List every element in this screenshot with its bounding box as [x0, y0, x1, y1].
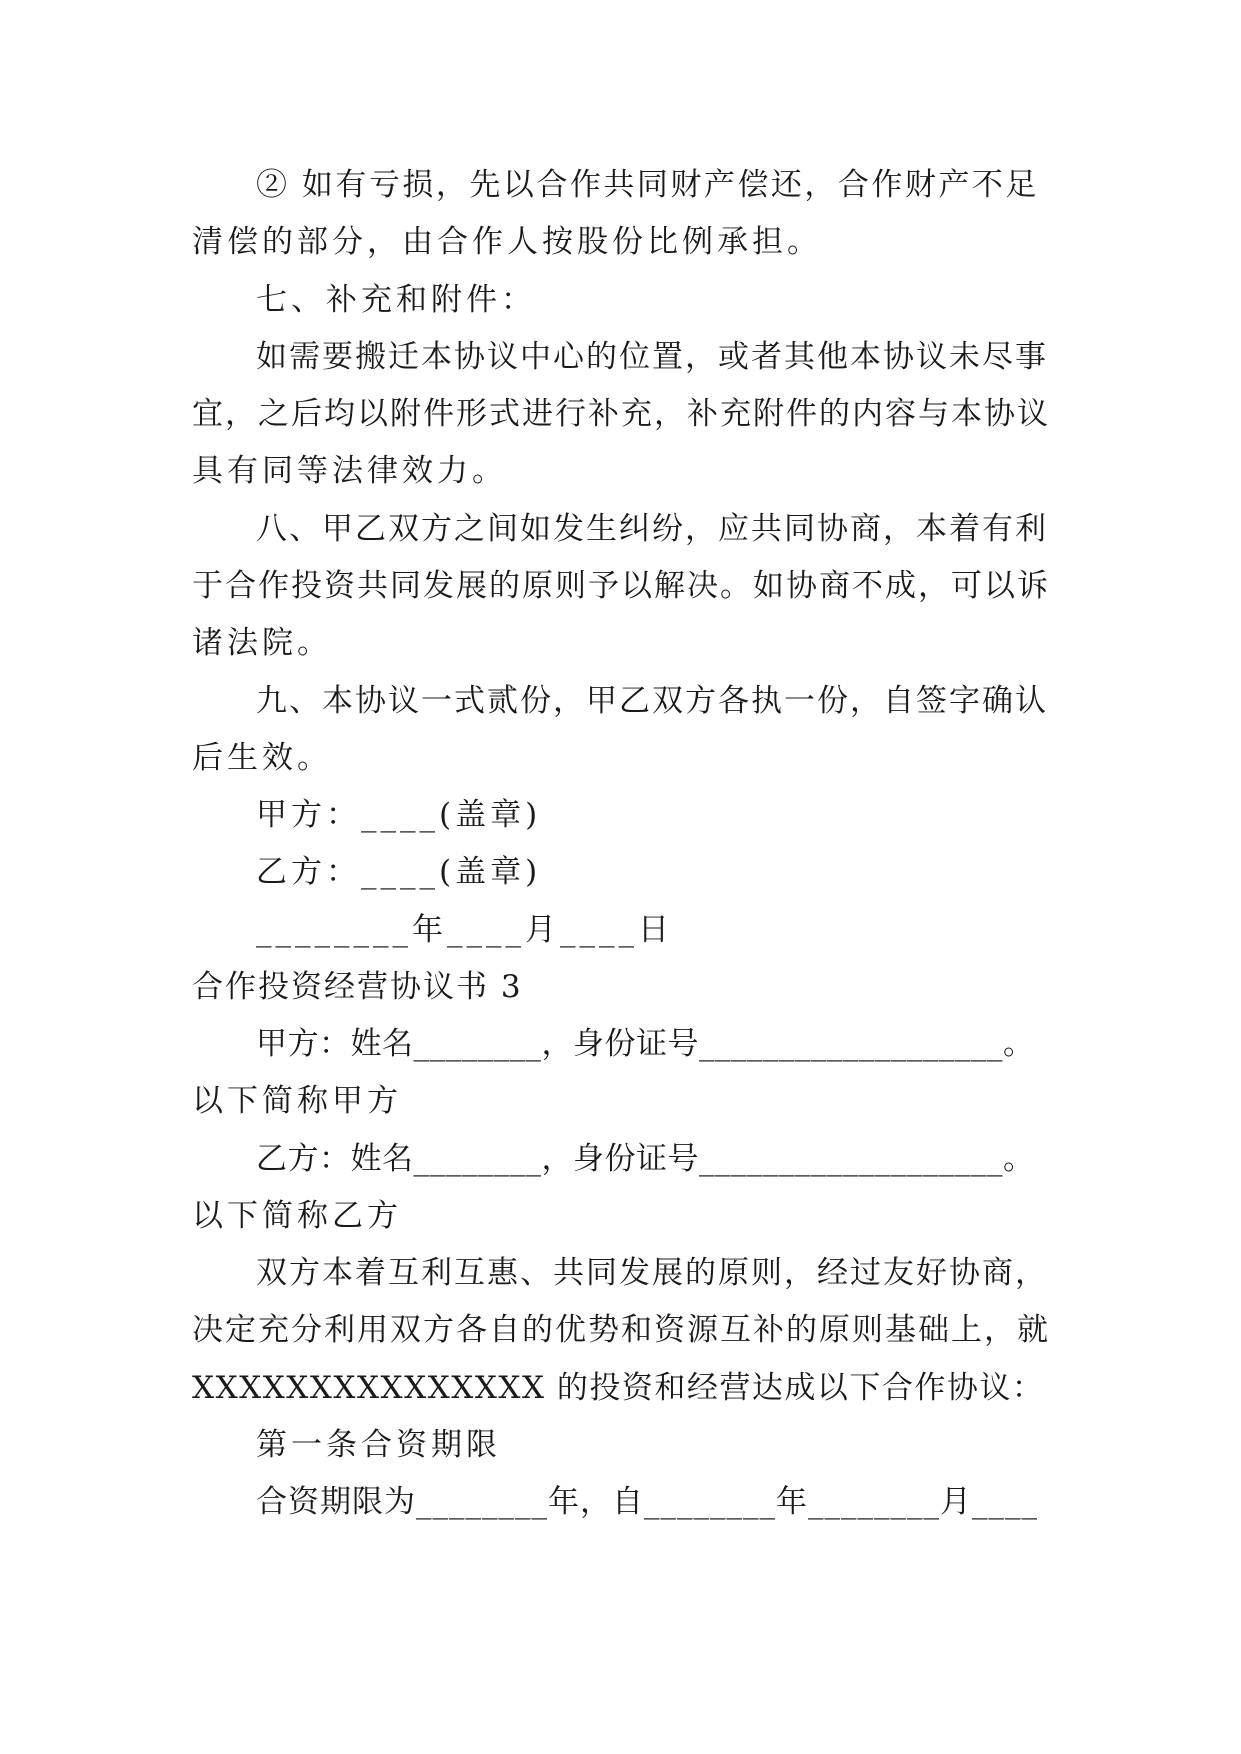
text-line: 具有同等法律效力。	[192, 453, 507, 489]
article-heading: 第一条合资期限	[256, 1427, 501, 1463]
text-line: 以下简称乙方	[192, 1198, 402, 1234]
text-line: 宜，之后均以附件形式进行补充，补充附件的内容与本协议	[192, 396, 1050, 432]
date-line: ________年____月____日	[256, 912, 673, 948]
text-line: ② 如有亏损，先以合作共同财产偿还，合作财产不足	[256, 167, 1039, 203]
text-line: 清偿的部分，由合作人按股份比例承担。	[192, 224, 822, 260]
party-a-signature: 甲方：____(盖章)	[256, 797, 542, 833]
text-line: 如需要搬迁本协议中心的位置，或者其他本协议未尽事	[256, 339, 1048, 375]
text-line: 于合作投资共同发展的原则予以解决。如协商不成，可以诉	[192, 568, 1050, 604]
text-line: 合资期限为________年，自________年________月____	[256, 1484, 1038, 1520]
party-a-info: 甲方：姓名________，身份证号___________________。	[256, 1026, 1035, 1062]
text-line: 后生效。	[192, 740, 332, 776]
text-line: 决定充分利用双方各自的优势和资源互补的原则基础上，就	[192, 1312, 1050, 1348]
section-heading: 七、补充和附件：	[256, 282, 536, 318]
text-line: 九、本协议一式贰份，甲乙双方各执一份，自签字确认	[256, 683, 1048, 719]
text-line: 八、甲乙双方之间如发生纠纷，应共同协商，本着有利	[256, 511, 1048, 547]
document-title: 合作投资经营协议书 3	[192, 969, 523, 1005]
party-b-signature: 乙方：____(盖章)	[256, 854, 542, 890]
text-line: 诸法院。	[192, 625, 332, 661]
text-line: XXXXXXXXXXXXXXX 的投资和经营达成以下合作协议：	[192, 1370, 1045, 1406]
party-b-info: 乙方：姓名________，身份证号___________________。	[256, 1141, 1035, 1177]
text-line: 双方本着互利互惠、共同发展的原则，经过友好协商，	[256, 1255, 1048, 1291]
text-line: 以下简称甲方	[192, 1083, 402, 1119]
